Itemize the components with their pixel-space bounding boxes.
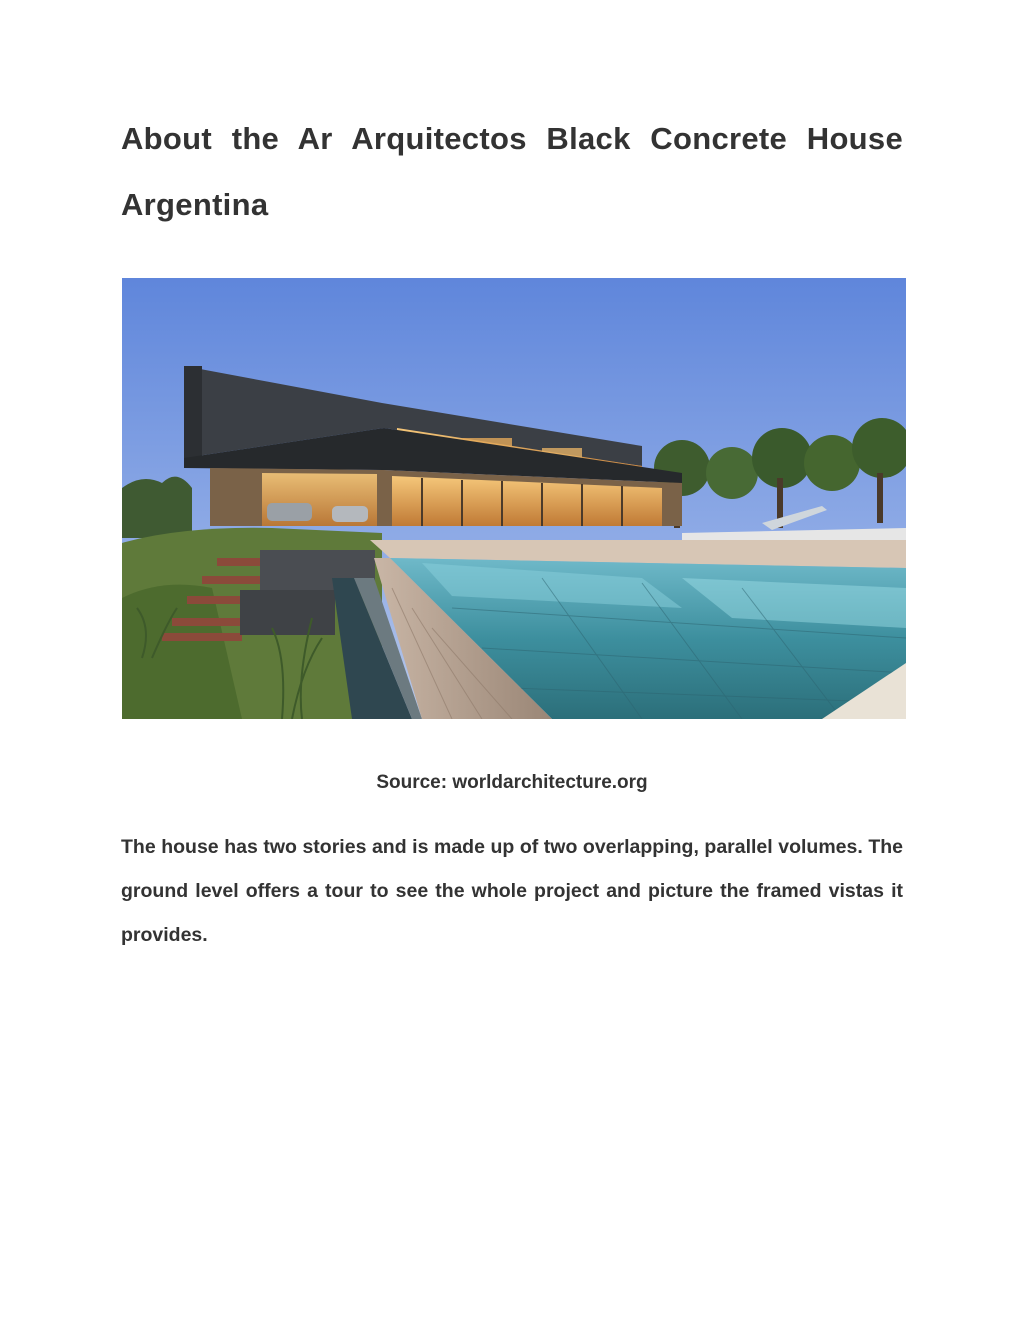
image-caption: Source: worldarchitecture.org (376, 772, 648, 793)
house-photo (122, 278, 906, 719)
body-paragraph: The house has two stories and is made up of two overlapping, parallel volumes. The ground level offers a tour to see the whole project and picture the framed vistas it provides. (121, 836, 903, 946)
page-title: About the Ar Arquitectos Black Concrete House Argentina (121, 121, 903, 222)
